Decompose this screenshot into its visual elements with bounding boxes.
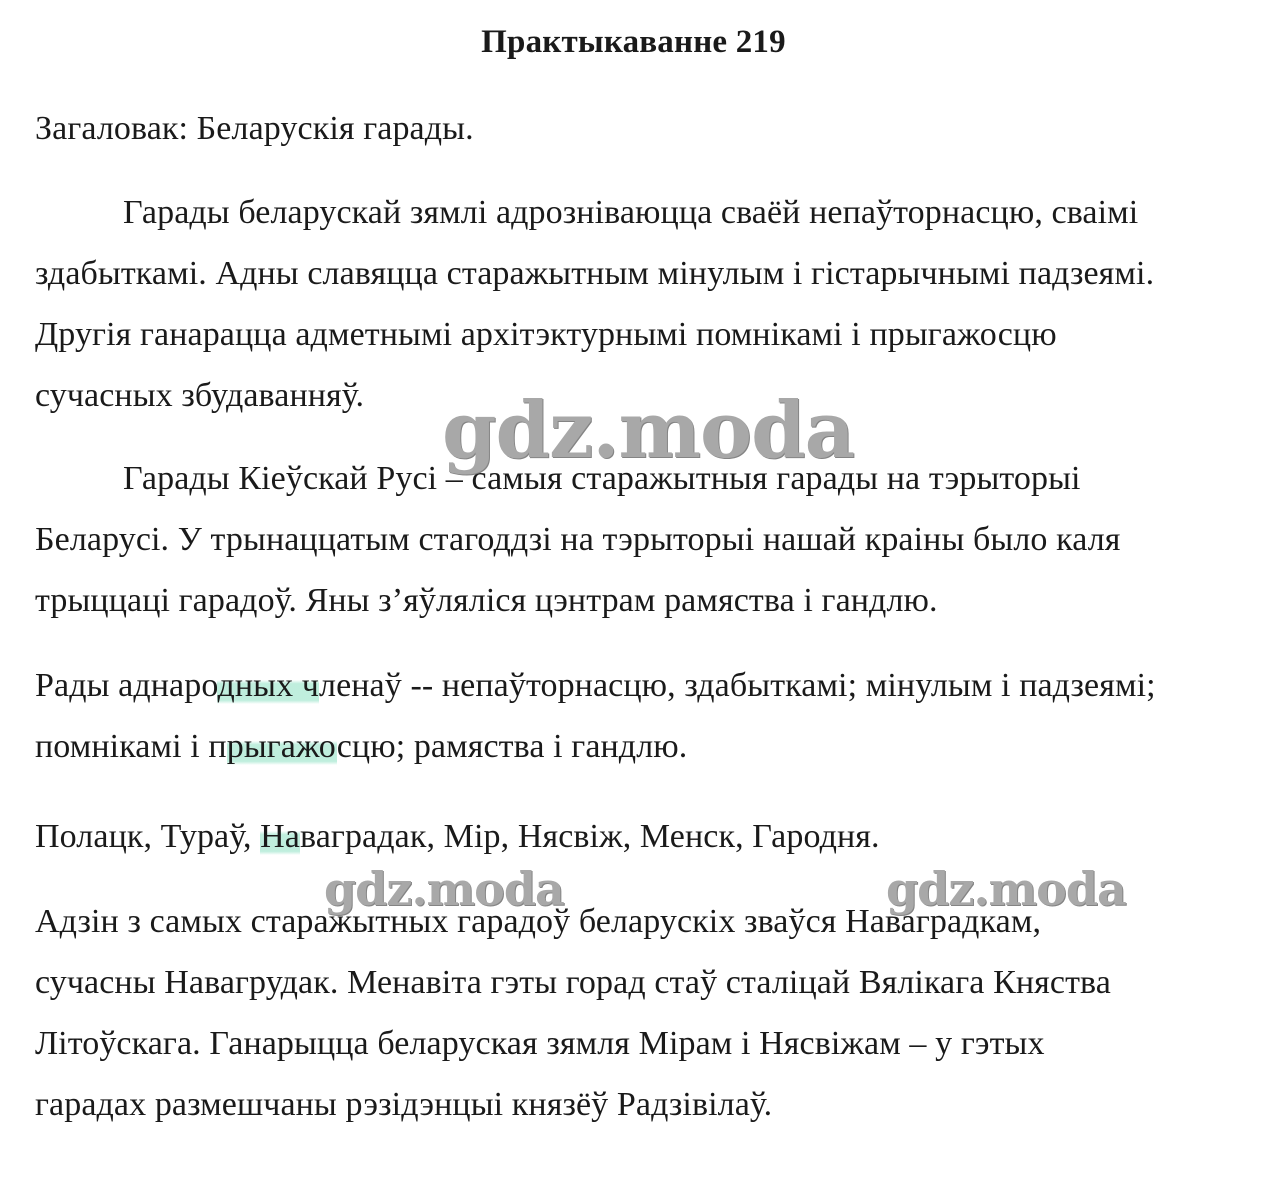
paragraph-3-line: Літоўскага. Ганарыцца беларуская зямля Мірам і Нясвіжам – у гэтых bbox=[35, 1025, 1045, 1062]
paragraph-1-line: здабыткамі. Адны славяцца старажытным мінулым і гістарычнымі падзеямі. bbox=[35, 255, 1155, 292]
highlight-mark: На bbox=[260, 818, 300, 855]
text-fragment: ваградак, Мір, Нясвіж, Менск, Гародня. bbox=[300, 818, 880, 855]
watermark-main: gdz.moda bbox=[442, 385, 855, 476]
paragraph-1-line: сучасных збудаванняў. bbox=[35, 377, 365, 414]
paragraph-2-line: трыццаці гарадоў. Яны з’яўляліся цэнтрам рамяства і гандлю. bbox=[35, 582, 938, 619]
highlight-mark: рыгажо bbox=[226, 728, 337, 765]
paragraph-3-line: сучасны Навагрудак. Менавіта гэты горад стаў сталіцай Вялікага Княства bbox=[35, 964, 1111, 1001]
watermark-left: gdz.moda bbox=[324, 862, 564, 916]
paragraph-2-line: Гарады Кіеўскай Русі – самыя старажытныя гарады на тэрыторыі bbox=[123, 460, 1081, 497]
text-fragment: помнікамі і п bbox=[35, 728, 227, 765]
homogeneous-members bbox=[35, 655, 1235, 777]
paragraph-2-line: Беларусі. У трынаццатым стагоддзі на тэрыторыі нашай краіны было каля bbox=[35, 521, 1121, 558]
text-fragment: Рады аднаро bbox=[35, 667, 218, 704]
cities-line bbox=[35, 806, 1235, 867]
watermark-right: gdz.moda bbox=[886, 862, 1126, 916]
paragraph-3 bbox=[35, 891, 1235, 1135]
paragraph-1-line: Другія ганарацца адметнымі архітэктурнымі помнікамі і прыгажосцю bbox=[35, 316, 1057, 353]
highlight-mark: дных ч bbox=[217, 667, 319, 704]
text-fragment: сцю; рамяства і гандлю. bbox=[336, 728, 688, 765]
heading-line: Загаловак: Беларускія гарады. bbox=[35, 110, 474, 147]
paragraph-3-line: Адзін з самых старажытных гарадоў беларускіх зваўся Наваградкам, bbox=[35, 903, 1042, 940]
homogeneous-line-1 bbox=[35, 655, 1235, 716]
cities-list bbox=[35, 806, 1235, 867]
homogeneous-line-2 bbox=[35, 716, 1235, 777]
text-fragment: Полацк, Тураў, bbox=[35, 818, 261, 855]
page-title: Практыкаванне 219 bbox=[481, 24, 786, 60]
paragraph-3-line: гарадах размешчаны рэзідэнцыі князёў Радзівілаў. bbox=[35, 1086, 773, 1123]
heading-line-block bbox=[35, 98, 1235, 159]
text-fragment: ленаў -- непаўторнасцю, здабыткамі; мінулым і падзеямі; bbox=[319, 667, 1156, 704]
paragraph-1-line: Гарады беларускай зямлі адрозніваюцца сваёй непаўторнасцю, сваімі bbox=[123, 194, 1139, 231]
